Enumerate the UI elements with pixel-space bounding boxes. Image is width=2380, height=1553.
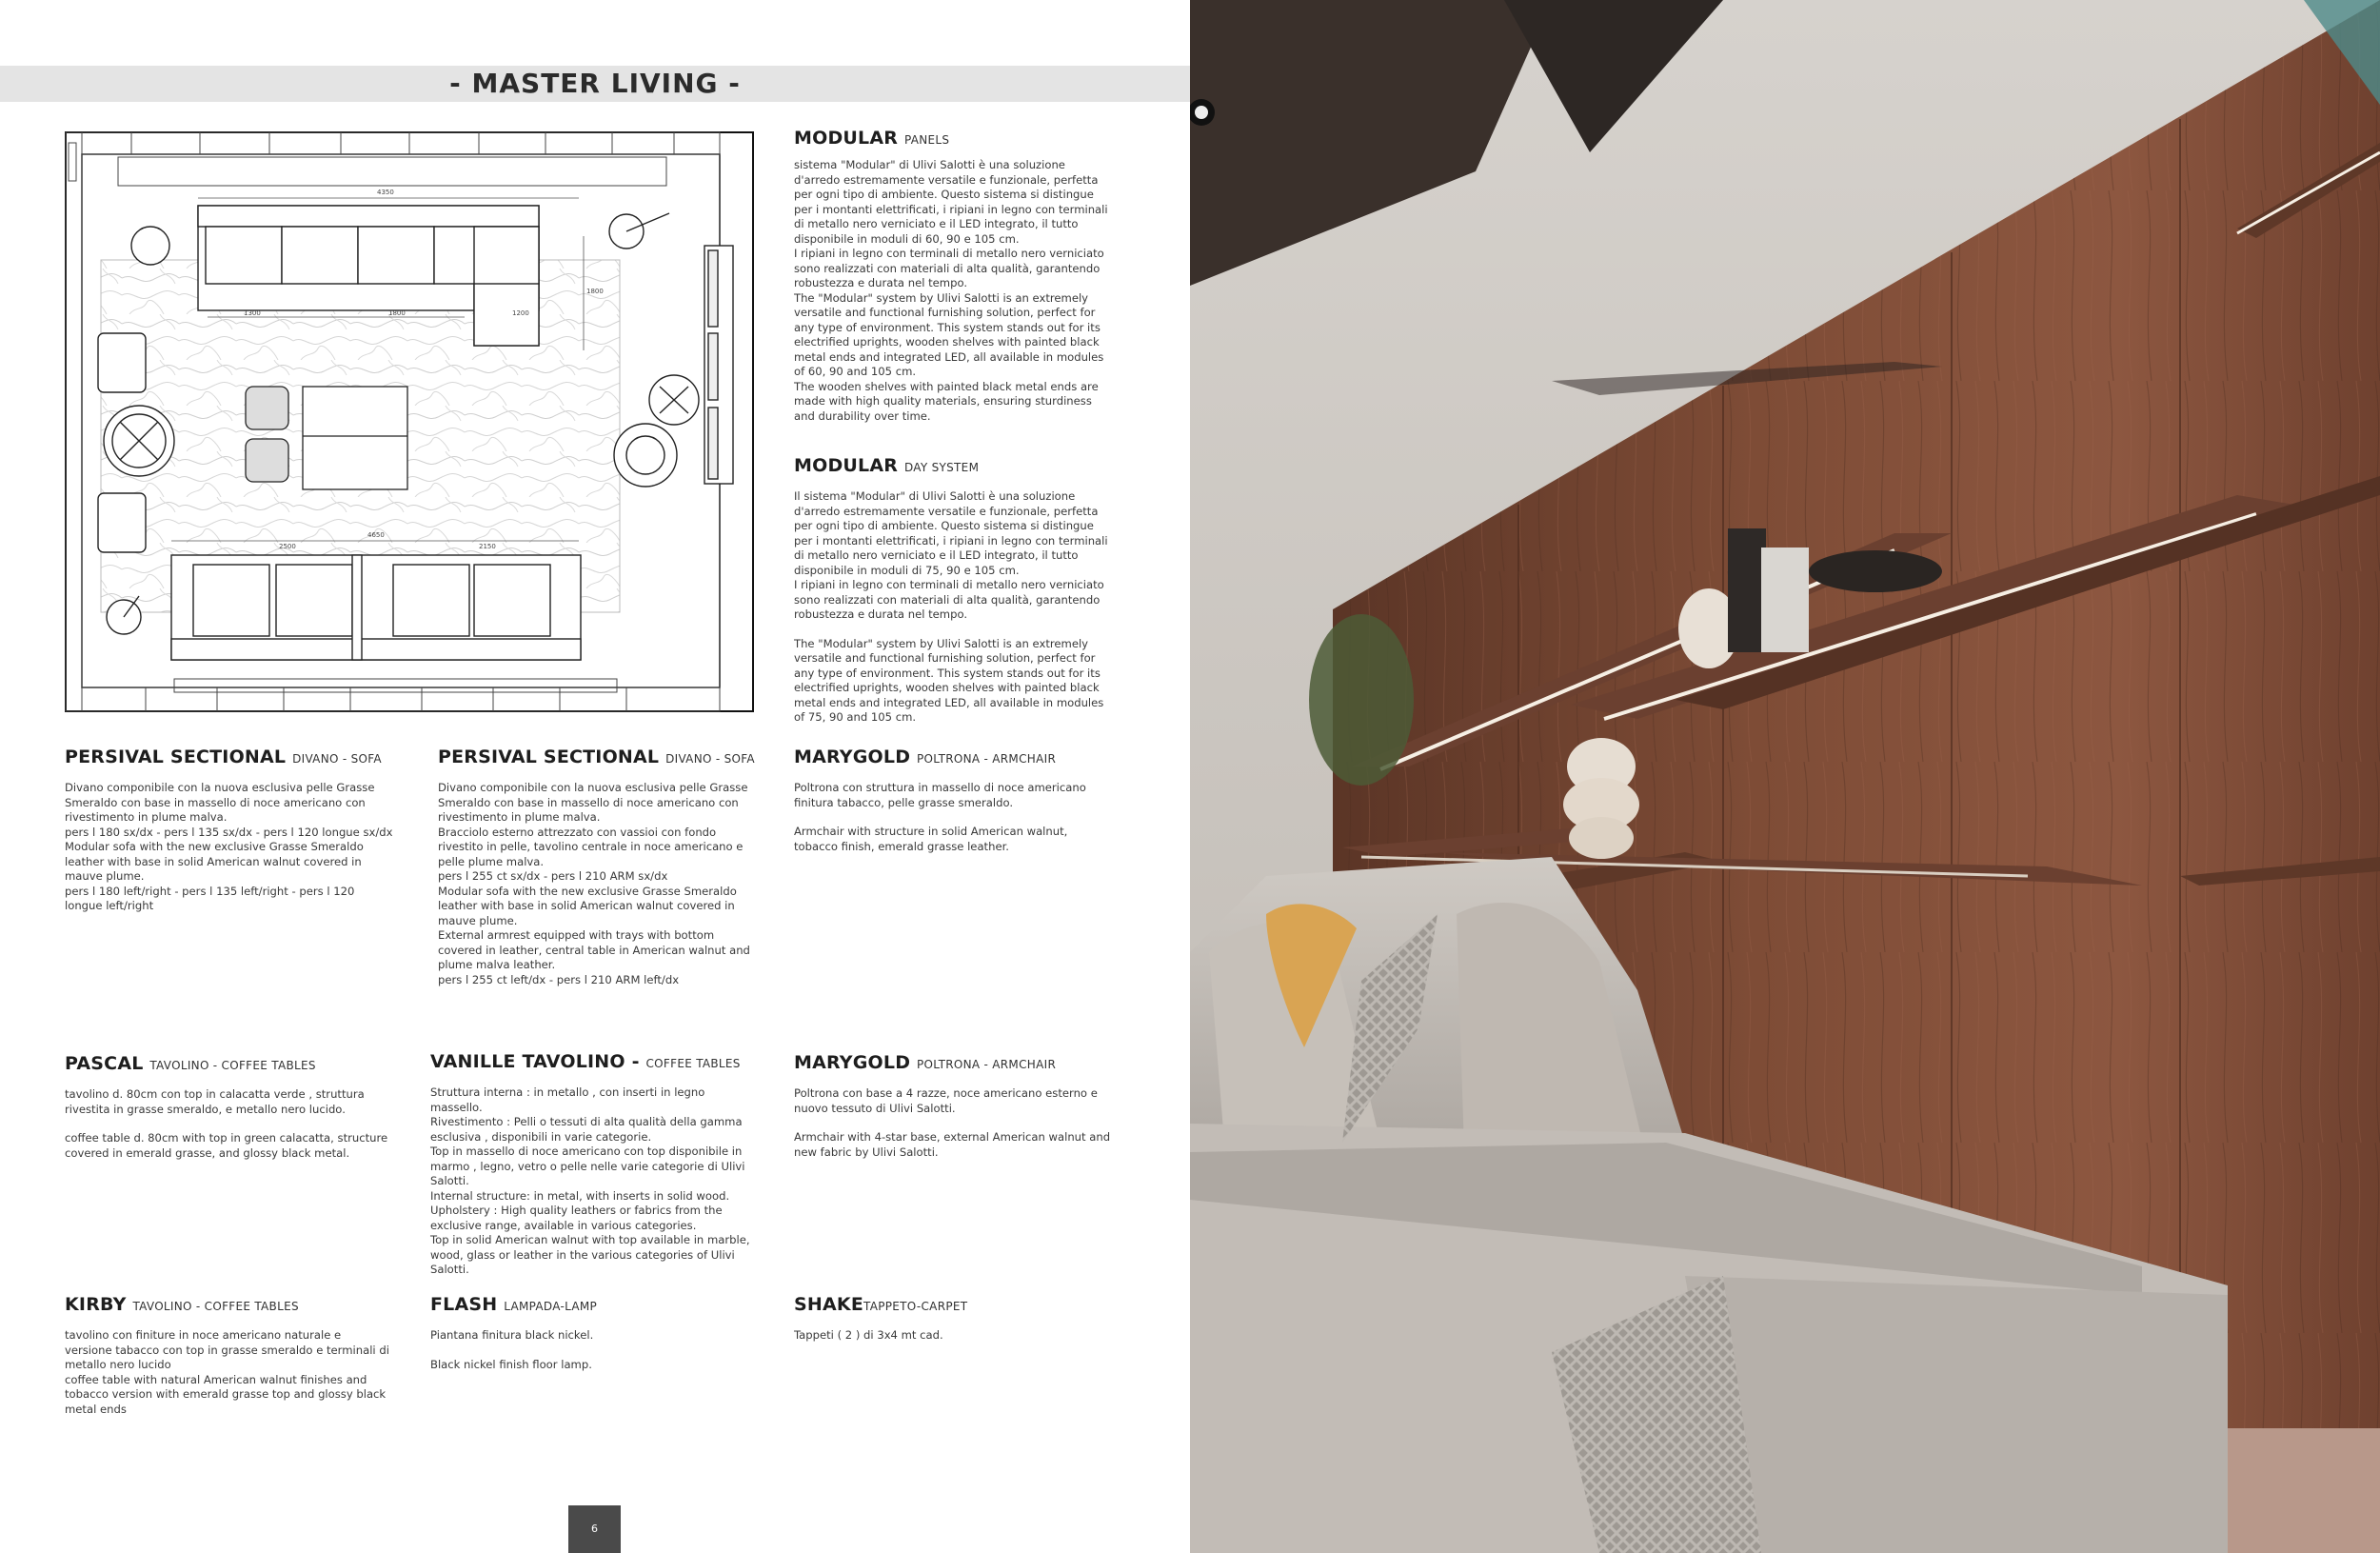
dim-label: 1800 (388, 309, 406, 317)
product-heading: PERSIVAL SECTIONAL DIVANO - SOFA (438, 747, 755, 767)
modular-day-block (794, 455, 1165, 726)
persival-sectional-block (65, 747, 426, 914)
modular-panels-block (794, 128, 1165, 424)
pascal-coffee-table-block (65, 1053, 426, 1161)
product-description-en: Black nickel finish floor lamp. (430, 1357, 592, 1371)
product-description: Divano componibile con la nuova esclusiva pelle Grasse Smeraldo con base in massello di noce americano con rivestimento in plume malva. Bracciolo esterno attrezzato con vassioi con fondo rivestito in pelle, tavolino centrale in noce americano e pelle plume malva. pers l 255 ct sx/dx - pers l 210 ARM sx/dx Modular sofa with the new exclusive Grasse Smeraldo leather with base in solid American walnut covered in mauve plume. External armrest equipped with trays with bottom covered in leather, central table in American walnut and plume malva leather. pers l 255 ct left/dx - pers l 210 ARM left/dx (438, 781, 750, 986)
product-description: Tappeti ( 2 ) di 3x4 mt cad. (794, 1328, 943, 1342)
shake-carpet-block (794, 1294, 1165, 1344)
dim-label: 1200 (512, 309, 529, 317)
product-heading: MODULAR DAY SYSTEM (794, 455, 980, 476)
product-description-en: Armchair with 4-star base, external American walnut and new fabric by Ulivi Salotti. (794, 1130, 1111, 1159)
product-description: Struttura interna : in metallo , con inserti in legno massello. Rivestimento : Pelli o tessuti di alta qualità della gamma esclusiva , disponibili in varie categorie. Top in massello di noce americano con top disponibile in marmo , legno, vetro o pelle nelle varie categorie di Ulivi Salotti. Internal structure: in metal, with inserts in solid wood. Upholstery : High quality leathers or fabrics from the exclusive range, available in various categories. Top in solid American walnut with top available in marble, wood, glass or leather in the various categories of Ulivi Salotti. (430, 1085, 750, 1276)
dim-label: 4650 (367, 531, 385, 539)
product-heading: KIRBY TAVOLINO - COFFEE TABLES (65, 1294, 299, 1315)
persival-sectional-block (438, 747, 800, 987)
product-heading: SHAKETAPPETO-CARPET (794, 1294, 968, 1315)
product-description: sistema "Modular" di Ulivi Salotti è una soluzione d'arredo estremamente versatile e funzionale, perfetta per ogni tipo di ambiente. Questo sistema si distingue per i montanti elettrificati, i ripiani in legno con terminali di metallo nero verniciato e il LED integrato, il tutto disponibile in moduli di 60, 90 e 105 cm. I ripiani in legno con terminali di metallo nero verniciato sono realizzati con materiali di alta qualità, garantendo robustezza e durata nel tempo. The "Modular" system by Ulivi Salotti is an extremely versatile and functional furnishing solution, perfect for any type of environment. This system stands out for its electrified uprights, wooden shelves with painted black metal ends and integrated LED, all available in modules of 60, 90 and 105 cm. The wooden shelves with painted black metal ends are made with high quality materials, ensuring sturdiness and durability over time. (794, 158, 1108, 423)
product-heading: MARYGOLD POLTRONA - ARMCHAIR (794, 747, 1057, 767)
product-description: tavolino d. 80cm con top in calacatta verde , struttura rivestita in grasse smeraldo, e metallo nero lucido. (65, 1087, 365, 1116)
dim-label: 2150 (479, 543, 496, 550)
flash-lamp-block (430, 1294, 792, 1372)
section-title-band (0, 66, 1190, 102)
product-heading: FLASH LAMPADA-LAMP (430, 1294, 598, 1315)
product-description-en: coffee table d. 80cm with top in green calacatta, structure covered in emerald grasse, and glossy black metal. (65, 1131, 388, 1160)
product-description: Divano componibile con la nuova esclusiva pelle Grasse Smeraldo con base in massello di noce americano con rivestimento in plume malva. pers l 180 sx/dx - pers l 135 sx/dx - pers l 120 longue sx/dx Modular sofa with the new exclusive Grasse Smeraldo leather with base in solid American walnut covered in mauve plume. pers l 180 left/right - pers l 135 left/right - pers l 120 longue left/right (65, 781, 393, 912)
marygold-armchair-block (794, 1052, 1165, 1160)
page-number: 6 (568, 1505, 621, 1553)
dim-label: 4350 (377, 189, 394, 196)
product-description: Poltrona con base a 4 razze, noce americano esterno e nuovo tessuto di Ulivi Salotti. (794, 1086, 1098, 1115)
vanille-coffee-table-block (430, 1051, 792, 1278)
marygold-armchair-block (794, 747, 1165, 854)
page-title: - MASTER LIVING - (449, 68, 741, 99)
kirby-coffee-table-block (65, 1294, 426, 1417)
floor-plan-drawing (65, 131, 754, 712)
product-description-en: Armchair with structure in solid American walnut, tobacco finish, emerald grasse leather. (794, 825, 1068, 853)
product-description: Poltrona con struttura in massello di noce americano finitura tabacco, pelle grasse smeraldo. (794, 781, 1086, 809)
interior-photo (1190, 0, 2380, 1553)
dim-label: 1800 (586, 288, 604, 295)
product-description: Il sistema "Modular" di Ulivi Salotti è una soluzione d'arredo estremamente versatile e funzionale, perfetta per ogni tipo di ambiente. Questo sistema si distingue per i montanti elettrificati, i ripiani in legno con terminali di metallo nero verniciato e il LED integrato, il tutto disponibile in moduli di 75, 90 e 105 cm. I ripiani in legno con terminali di metallo nero verniciato sono realizzati con materiali di alta qualità, garantendo robustezza e durata nel tempo. (794, 489, 1108, 621)
product-heading: MARYGOLD POLTRONA - ARMCHAIR (794, 1052, 1057, 1073)
photo-illustration (1190, 0, 2380, 1553)
product-description: tavolino con finiture in noce americano naturale e versione tabacco con top in grasse smeraldo e terminali di metallo nero lucido coffee table with natural American walnut finishes and tobacco version with emerald grasse top and glossy black metal ends (65, 1328, 389, 1416)
product-heading: PASCAL TAVOLINO - COFFEE TABLES (65, 1053, 316, 1074)
product-description-en: The "Modular" system by Ulivi Salotti is an extremely versatile and functional furnishing solution, perfect for any type of environment. This system stands out for its electrified uprights, wooden shelves with painted black metal ends and integrated LED, all available in modules of 75, 90 and 105 cm. (794, 636, 1104, 724)
product-heading: MODULAR PANELS (794, 128, 950, 149)
product-description: Piantana finitura black nickel. (430, 1328, 594, 1342)
product-heading: VANILLE TAVOLINO - COFFEE TABLES (430, 1051, 741, 1072)
product-heading: PERSIVAL SECTIONAL DIVANO - SOFA (65, 747, 382, 767)
dim-label: 2500 (279, 543, 296, 550)
dim-label: 1300 (244, 309, 261, 317)
